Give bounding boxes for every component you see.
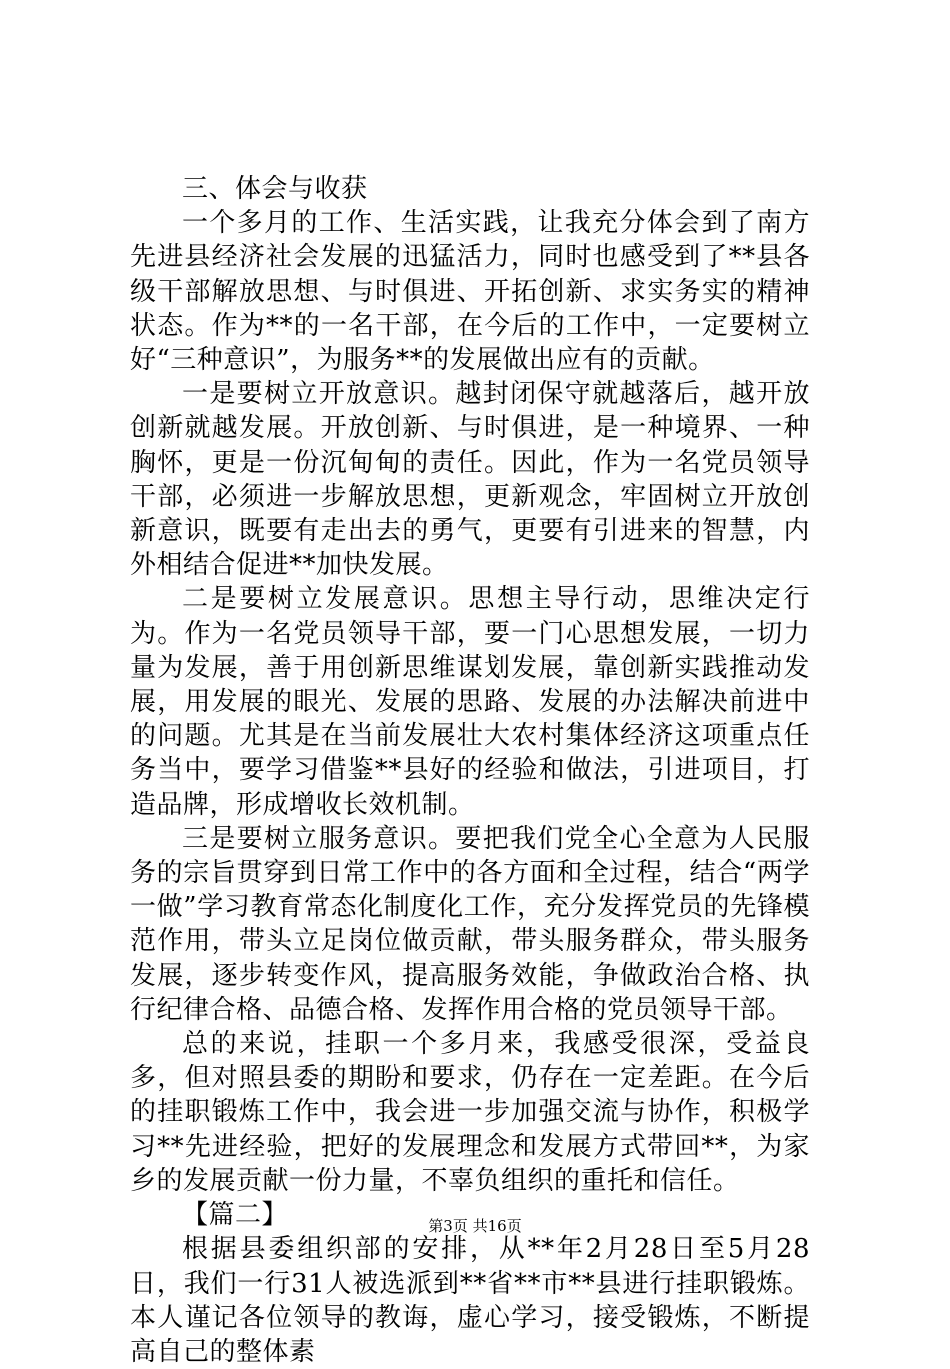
- document-body: [130, 172, 810, 1369]
- paragraph-service: 三是要树立服务意识。要把我们党全心全意为人民服务的宗旨贯穿到日常工作中的各方面和全过程，结合“两学一做”学习教育常态化制度化工作，充分发挥党员的先锋模范作用，带头立足岗位做贡献，带头服务群众，带头服务发展，逐步转变作风，提高服务效能，争做政治合格、执行纪律合格、品德合格、发挥作用合格的党员领导干部。: [130, 823, 810, 1025]
- chapter-heading: 【篇二】: [182, 1200, 289, 1231]
- paragraph-intro: 一个多月的工作、生活实践，让我充分体会到了南方先进县经济社会发展的迅猛活力，同时也感受到了**县各级干部解放思想、与时俱进、开拓创新、求实务实的精神状态。作为**的一名干部，在今后的工作中，一定要树立好“三种意识”，为服务**的发展做出应有的贡献。: [130, 208, 810, 376]
- paragraph-development: 二是要树立发展意识。思想主导行动，思维决定行为。作为一名党员领导干部，要一门心思想发展，一切力量为发展，善于用创新思维谋划发展，靠创新实践推动发展，用发展的眼光、发展的思路、发展的办法解决前进中的问题。尤其是在当前发展壮大农村集体经济这项重点任务当中，要学习借鉴**县好的经验和做法，引进项目，打造品牌，形成增收长效机制。: [130, 584, 810, 820]
- section-heading: 三、体会与收获: [182, 174, 368, 204]
- paragraph-chapter-two: 根据县委组织部的安排，从**年2月28日至5月28日，我们一行31人被选派到**省**市**县进行挂职锻炼。本人谨记各位领导的教诲，虚心学习，接受锻炼，不断提高自己的整体素: [130, 1234, 810, 1367]
- page-footer: 第3页 共16页: [428, 1217, 522, 1235]
- paragraph-openness: 一是要树立开放意识。越封闭保守就越落后，越开放创新就越发展。开放创新、与时俱进，是一种境界、一种胸怀，更是一份沉甸甸的责任。因此，作为一名党员领导干部，必须进一步解放思想，更新观念，牢固树立开放创新意识，既要有走出去的勇气，更要有引进来的智慧，内外相结合促进**加快发展。: [130, 379, 810, 581]
- paragraph-summary: 总的来说，挂职一个多月来，我感受很深，受益良多，但对照县委的期盼和要求，仍存在一定差距。在今后的挂职锻炼工作中，我会进一步加强交流与协作，积极学习**先进经验，把好的发展理念和发展方式带回**，为家乡的发展贡献一份力量，不辜负组织的重托和信任。: [130, 1029, 810, 1196]
